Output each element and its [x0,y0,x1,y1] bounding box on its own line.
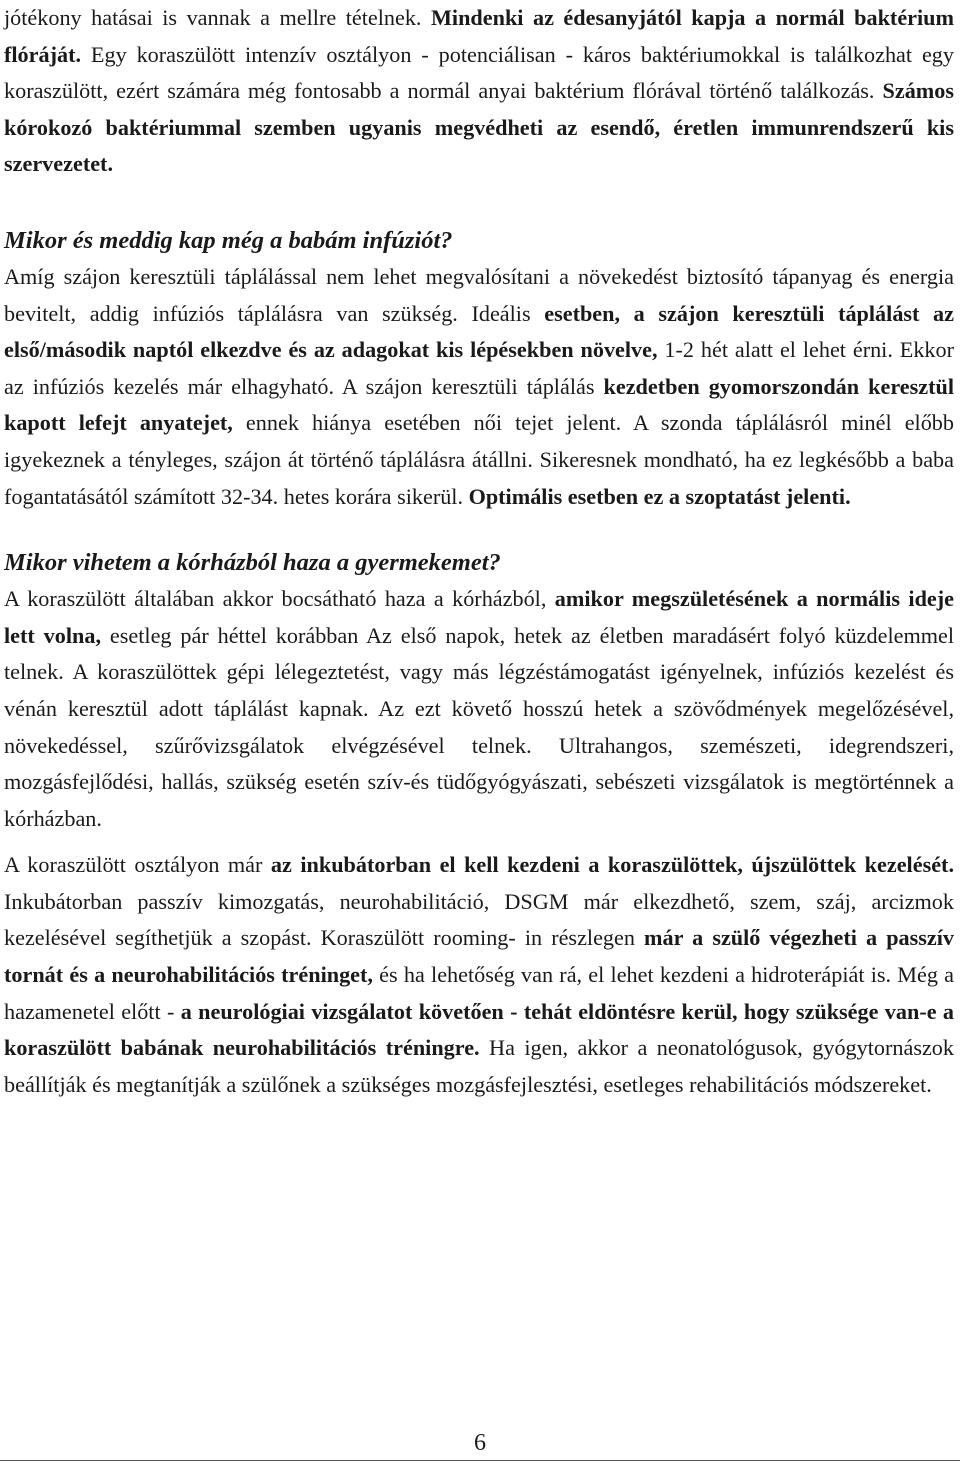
bold-run: a neurológiai vizsgálatot követően - tehát eldöntésre kerül, hogy szüksége van-e a koraszülött babának neurohabilitációs tréningre. [4,998,954,1061]
text-run: 1-2 hét alatt el lehet érni. Ekkor az infúziós kezelés már elhagyható. A szájon keresztüli táplálás [4,337,954,399]
document-page [4,0,954,1103]
paragraph-infusion [4,259,954,515]
paragraph-neurohabilitation [4,847,954,1103]
bold-run: Mindenki az édesanyjától kapja a normál baktérium flóráját. [4,5,955,67]
bold-run: már a szülő végezheti a passzív tornát és a neurohabilitációs tréninget, [4,925,954,988]
text-run: Ha igen, akkor a neonatológusok, gyógytornászok beállítják és megtanítják a szülőnek a szükséges mozgásfejlesztési, esetleges rehabilitációs módszereket. [4,1035,954,1097]
text-run: esetleg pár héttel korábban Az első napok, hetek az életben maradásért folyó küzdelemmel telnek. A koraszülöttek gépi lélegeztetést, vagy más légzéstámogatást igényelnek, infúziós kezelést és vénán keresztül adott táplálást kapnak. Az ezt követő hosszú hetek a szövődmények megelőzésével, növekedéssel, szűrővizsgálatok elvégzésével telnek. Ultrahangos, szemészeti, idegrendszeri, mozgásfejlődési, hallás, szükség esetén szív-és tüdőgyógyászati, sebészeti vizsgálatok is megtörténnek a kórházban. [4,622,954,831]
text-run: Inkubátorban passzív kimozgatás, neurohabilitáció, DSGM már elkezdhető, szem, száj, arcizmok kezelésével segíthetjük a szopást. Koraszülött rooming- in részlegen [4,888,954,951]
text-run: jótékony hatásai is vannak a mellre tételnek. [4,5,431,30]
bold-run: Számos kórokozó baktériummal szemben ugyanis megvédheti az esendő, éretlen immunrendszerű kis szervezetet. [4,78,954,177]
heading-discharge: Mikor vihetem a kórházból haza a gyermekemet? [4,549,501,577]
text-run: Egy koraszülött intenzív osztályon - potenciálisan - káros baktériumokkal is találkozhat egy koraszülött, ezért számára még fontosabb a normál anyai baktérium flórával történő találkozás. [4,41,954,104]
bold-run: az inkubátorban el kell kezdeni a koraszülöttek, újszülöttek kezelését. [270,852,954,878]
text-run: Amíg szájon keresztüli táplálással nem lehet megvalósítani a növekedést biztosító tápanyag és energia bevitelt, addig infúziós táplálásra van szükség. Ideális [4,263,954,326]
bold-run: Optimális esetben ez a szoptatást jelenti. [468,483,851,509]
paragraph-discharge [4,581,954,837]
text-run: A koraszülött osztályon már [4,852,271,878]
bold-run: amikor megszületésének a normális ideje lett volna, [4,586,954,648]
bold-run: esetben, a szájon keresztüli táplálást az első/második naptól elkezdve és az adagokat kis lépésekben növelve, [4,300,955,363]
page-number: 6 [474,1430,486,1456]
text-run: és ha lehetőség van rá, el lehet kezdeni a hidroterápiát is. Még a hazamenetel előtt - [4,962,955,1024]
paragraph-bacteria-flora [4,0,954,183]
bold-run: kezdetben gyomorszondán keresztül kapott lefejt anyatejet, [4,373,954,436]
footer-divider [0,1460,960,1461]
heading-infusion: Mikor és meddig kap még a babám infúziót? [4,226,453,254]
text-run: ennek hiánya esetében női tejet jelent. A szonda táplálásról minél előbb igyekeznek a tényleges, szájon át történő táplálásra átállni. Sikeresnek mondható, ha ez legkésőbb a baba fogantatásától számított 32-34. hetes korára sikerül. [4,410,954,509]
text-run: A koraszülött általában akkor bocsátható haza a kórházból, [4,586,555,612]
